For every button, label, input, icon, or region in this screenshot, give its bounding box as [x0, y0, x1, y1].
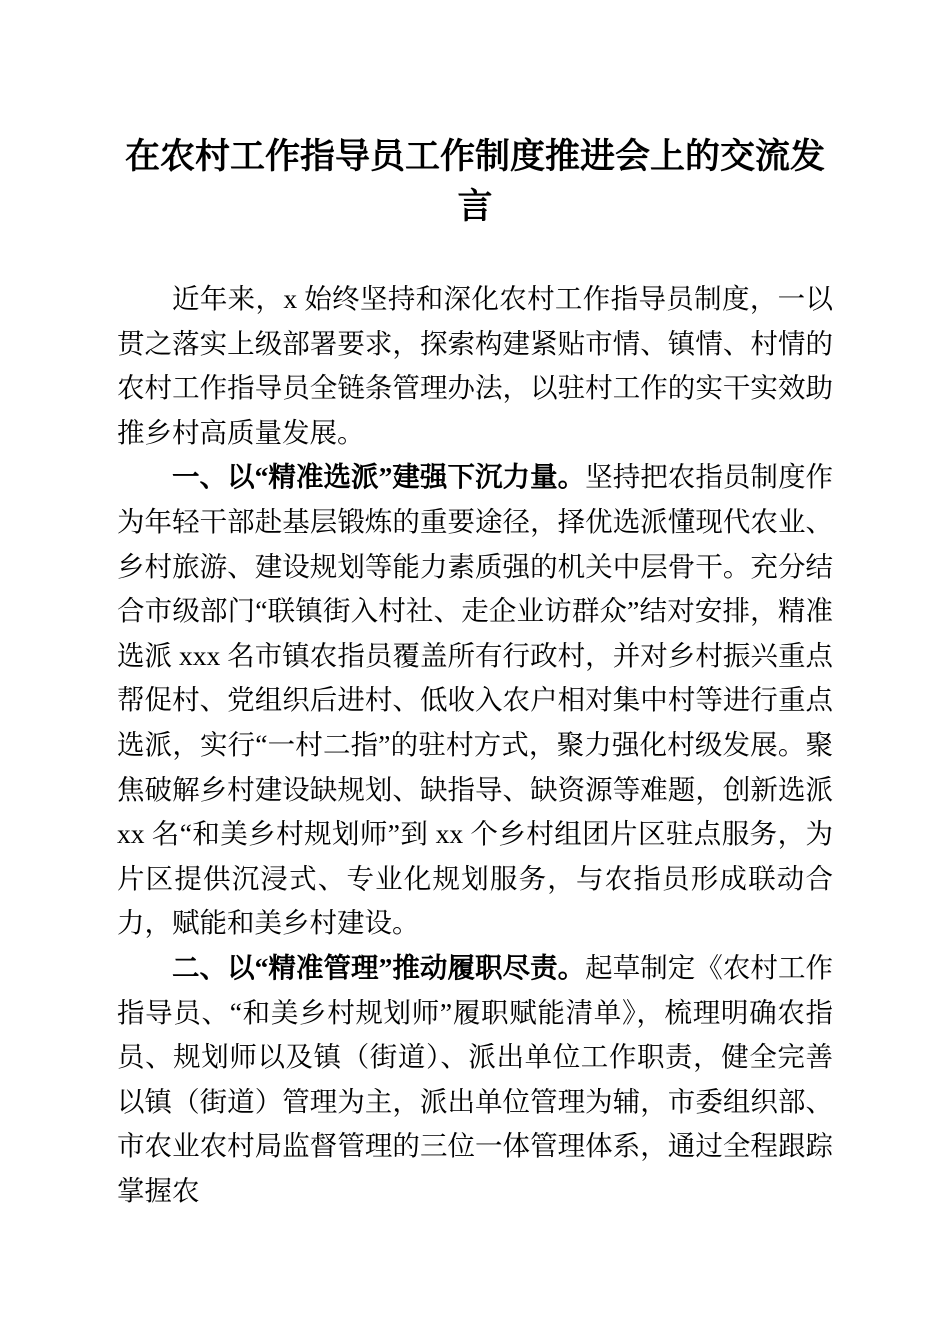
section-2-heading: 二、以“精准管理”推动履职尽责。 [172, 951, 586, 983]
section-2-text: 起草制定《农村工作指导员、“和美乡村规划师”履职赋能清单》，梳理明确农指员、规划师以及镇（街道）、派出单位工作职责，健全完善以镇（街道）管理为主，派出单位管理为辅，市委组织部、市农业农村局监督管理的三位一体管理体系，通过全程跟踪掌握农 [117, 951, 834, 1206]
paragraph-intro [117, 277, 833, 455]
section-1-heading: 一、以“精准选派”建强下沉力量。 [172, 461, 586, 493]
paragraph-section-2 [117, 946, 833, 1214]
paragraph-intro-text: 近年来，x 始终坚持和深化农村工作指导员制度，一以贯之落实上级部署要求，探索构建紧贴市情、镇情、村情的农村工作指导员全链条管理办法，以驻村工作的实干实效助推乡村高质量发展。 [117, 283, 833, 448]
paragraph-section-1 [117, 455, 833, 946]
section-1-text: 坚持把农指员制度作为年轻干部赴基层锻炼的重要途径，择优选派懂现代农业、乡村旅游、建设规划等能力素质强的机关中层骨干。充分结合市级部门“联镇街入村社、走企业访群众”结对安排，精准选派 xxx 名市镇农指员覆盖所有行政村，并对乡村振兴重点帮促村、党组织后进村、低收入农户相对集中村等进行重点选派，实行“一村二指”的驻村方式，聚力强化村级发展。聚焦破解乡村建设缺规划、缺指导、缺资源等难题，创新选派 xx 名“和美乡村规划师”到 xx 个乡村组团片区驻点服务，为片区提供沉浸式、专业化规划服务，与农指员形成联动合力，赋能和美乡村建设。 [117, 461, 834, 939]
document-title: 在农村工作指导员工作制度推进会上的交流发言 [124, 137, 825, 226]
document-content [117, 0, 833, 1213]
